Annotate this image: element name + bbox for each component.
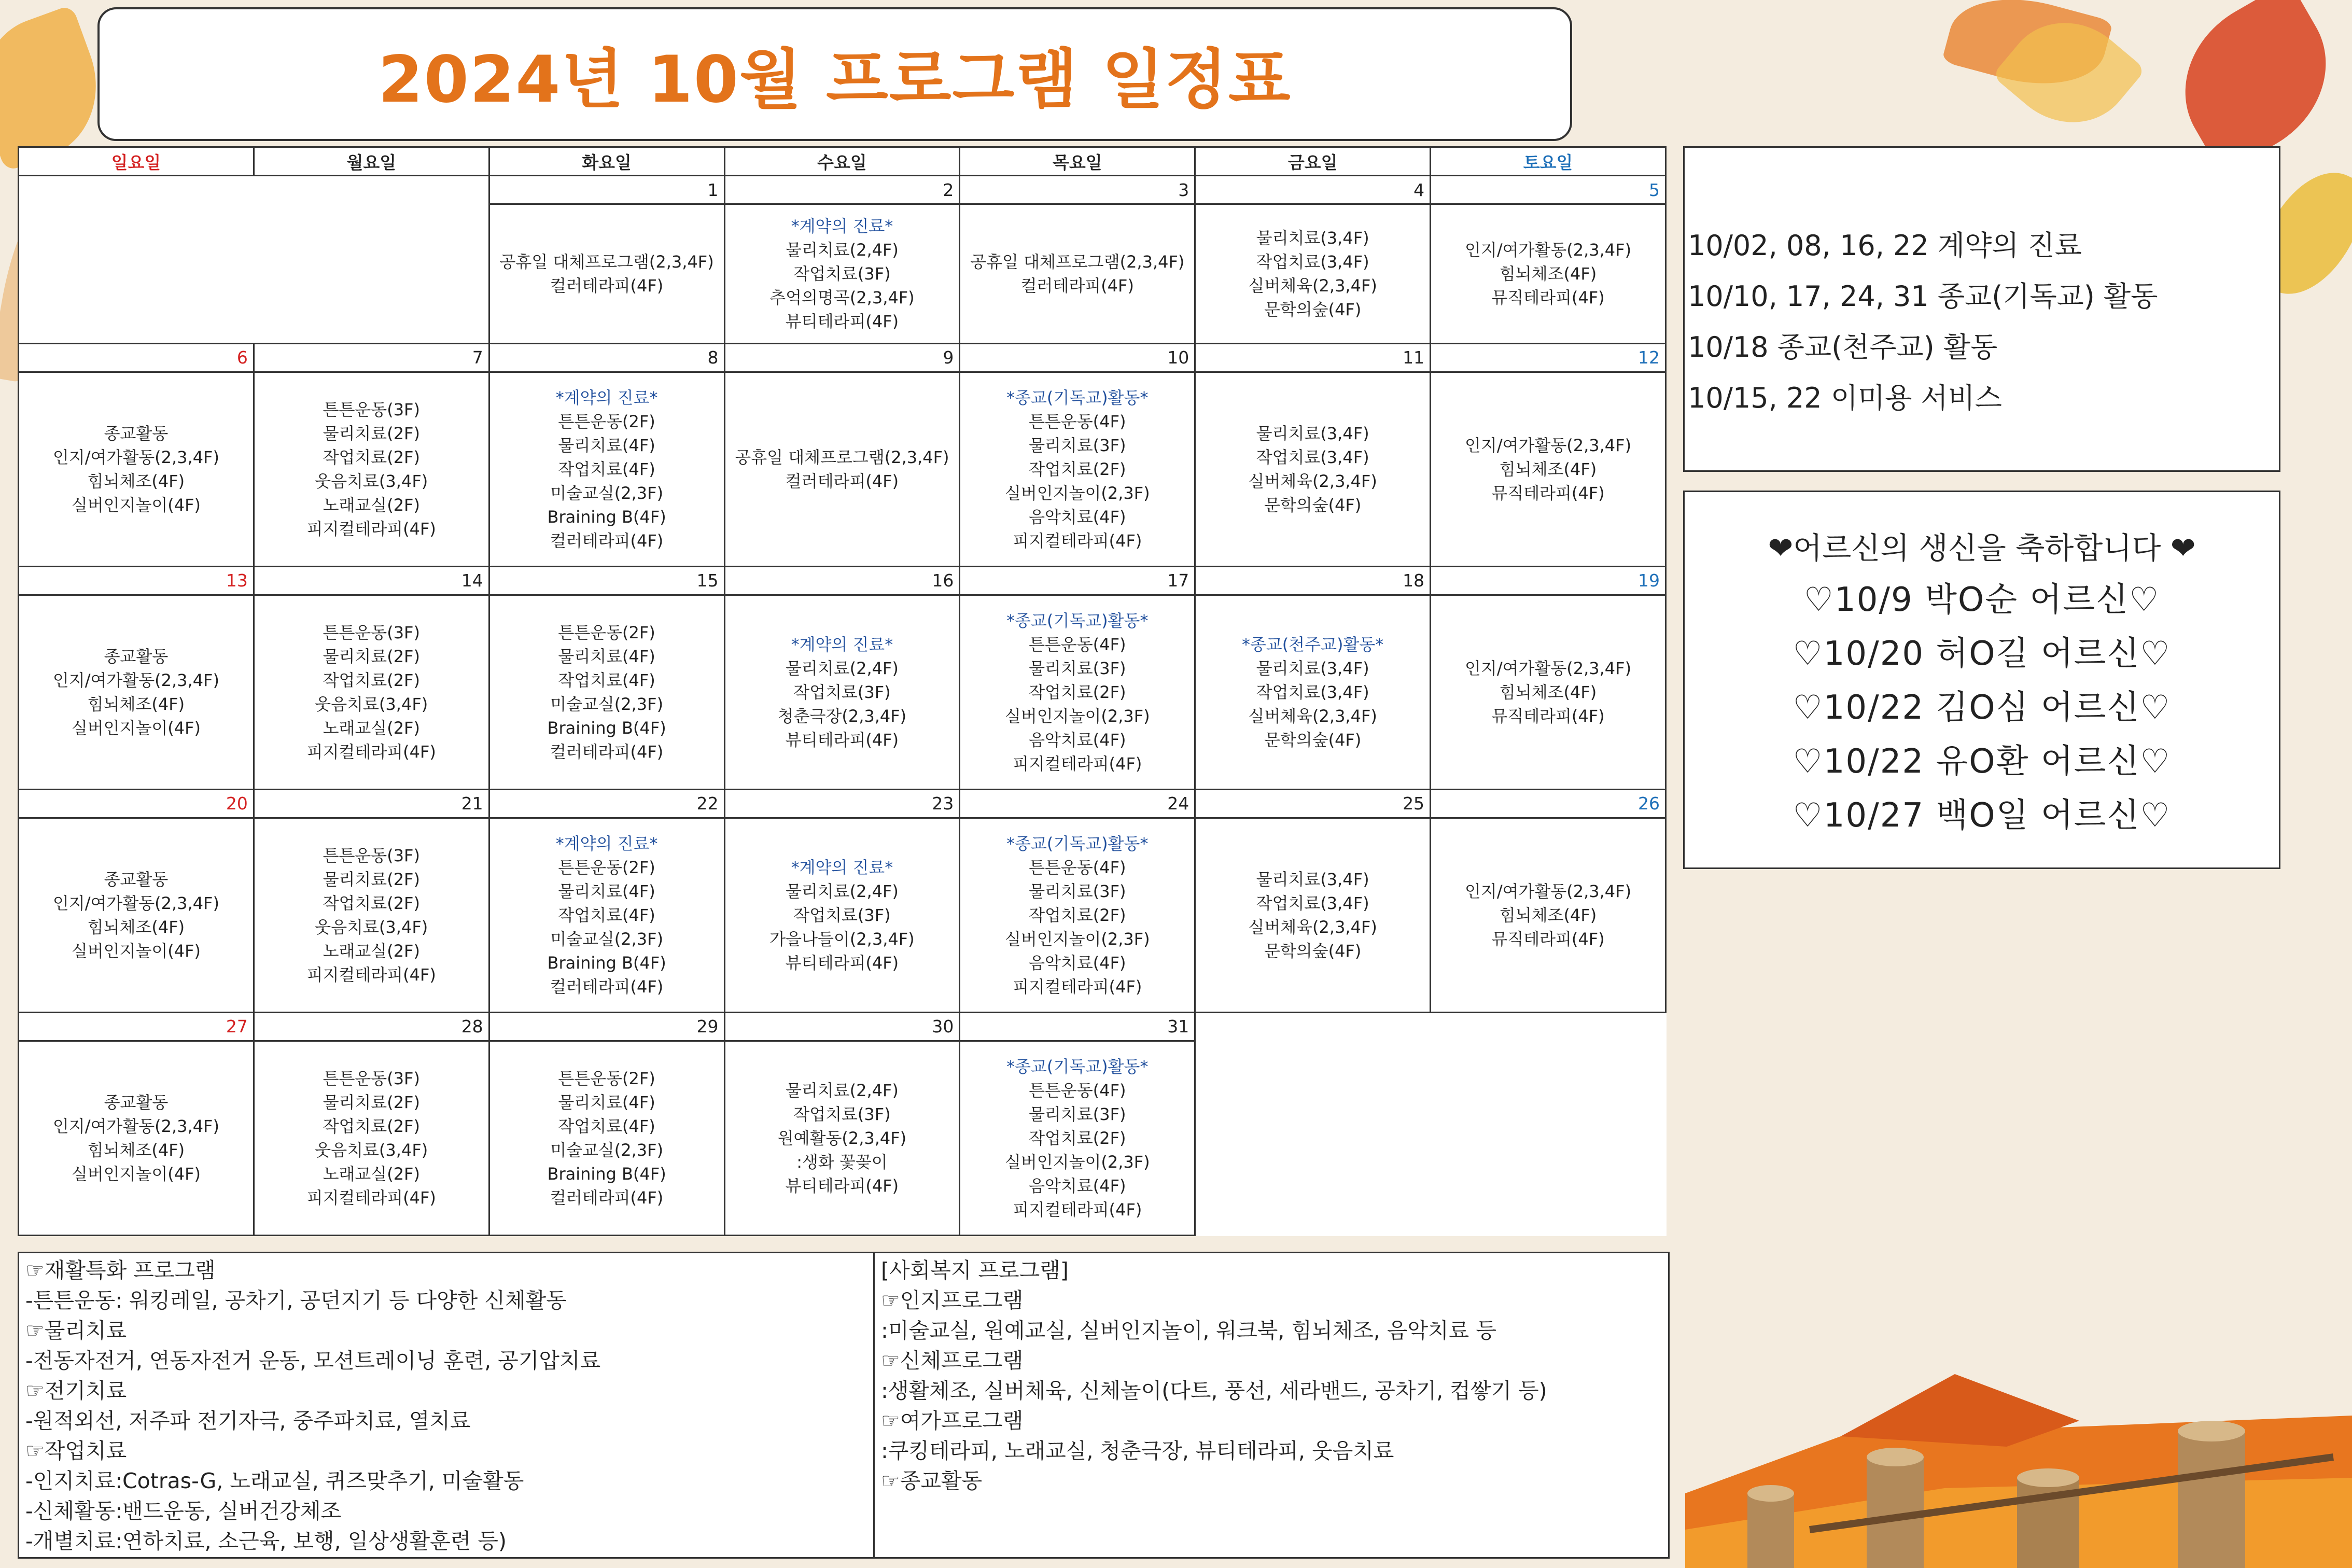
birthday-entry: ♡10/9 박O순 어르신♡ xyxy=(1803,581,2160,619)
birthday-entry: ♡10/22 김O심 어르신♡ xyxy=(1793,689,2171,727)
date-number: 27 xyxy=(19,1012,254,1041)
schedule-item: 물리치료(3,4F) xyxy=(1256,658,1369,678)
weekday-header: 금요일 xyxy=(1195,147,1431,176)
day-schedule-cell xyxy=(254,1041,489,1235)
social-program-line: ☞종교활동 xyxy=(881,1468,983,1493)
schedule-item: 튼튼운동(3F) xyxy=(323,622,420,642)
weekday-header: 화요일 xyxy=(489,147,724,176)
schedule-item: *종교(기독교)활동* xyxy=(1006,387,1149,408)
date-number: 24 xyxy=(960,789,1195,818)
rehab-program-list xyxy=(19,1253,875,1557)
day-schedule-cell xyxy=(724,818,960,1012)
schedule-item: 뷰티테라피(4F) xyxy=(785,953,899,973)
title-banner xyxy=(97,7,1572,141)
schedule-item: 원예활동(2,3,4F) xyxy=(777,1128,907,1148)
schedule-item: 물리치료(4F) xyxy=(558,1092,655,1112)
rehab-program-line: -인지치료:Cotras-G, 노래교실, 퀴즈맞추기, 미술활동 xyxy=(25,1468,524,1493)
schedule-item: 물리치료(4F) xyxy=(558,435,655,455)
rehab-program-line: -전동자전거, 연동자전거 운동, 모션트레이닝 훈련, 공기압치료 xyxy=(25,1348,601,1373)
schedule-item: 피지컬테라피(4F) xyxy=(1013,976,1142,997)
birthday-entry: ♡10/22 유O환 어르신♡ xyxy=(1793,743,2171,781)
schedule-item: 실버체육(2,3,4F) xyxy=(1248,917,1377,937)
schedule-item: 피지컬테라피(4F) xyxy=(1013,530,1142,551)
schedule-item: 작업치료(2F) xyxy=(1029,1128,1126,1148)
schedule-item: 물리치료(2F) xyxy=(323,423,420,443)
date-number: 21 xyxy=(254,789,489,818)
schedule-item: Braining B(4F) xyxy=(547,953,666,973)
day-schedule-cell xyxy=(724,1041,960,1235)
date-number: 5 xyxy=(1431,176,1666,204)
schedule-item: 작업치료(3F) xyxy=(793,1104,891,1124)
schedule-item: 튼튼운동(3F) xyxy=(323,1068,420,1088)
weekday-header: 월요일 xyxy=(254,147,489,176)
rehab-program-line: ☞전기치료 xyxy=(25,1378,127,1403)
day-schedule-cell xyxy=(19,595,254,789)
day-schedule-cell xyxy=(1431,372,1666,566)
notice-item: 10/15, 22 이미용 서비스 xyxy=(1688,382,2002,414)
schedule-item: 피지컬테라피(4F) xyxy=(306,964,436,985)
schedule-item: 피지컬테라피(4F) xyxy=(306,741,436,762)
weekday-header: 일요일 xyxy=(19,147,254,176)
day-schedule-cell xyxy=(724,204,960,344)
schedule-item: 물리치료(3,4F) xyxy=(1256,228,1369,248)
date-number: 17 xyxy=(960,566,1195,595)
schedule-item: 튼튼운동(4F) xyxy=(1029,634,1126,654)
schedule-item: 뷰티테라피(4F) xyxy=(785,1175,899,1196)
date-number: 29 xyxy=(489,1012,724,1041)
rehab-program-line: ☞물리치료 xyxy=(25,1318,127,1343)
rehab-program-line: -신체활동:밴드운동, 실버건강체조 xyxy=(25,1499,342,1523)
schedule-item: 미술교실(2,3F) xyxy=(550,929,664,949)
schedule-item: 작업치료(4F) xyxy=(558,905,655,925)
day-schedule-cell xyxy=(960,1041,1195,1235)
schedule-item: 추억의명곡(2,3,4F) xyxy=(769,287,915,307)
calendar-table xyxy=(18,146,1667,1236)
day-schedule-cell xyxy=(1431,818,1666,1012)
schedule-item: 공휴일 대체프로그램(2,3,4F) xyxy=(970,251,1185,272)
schedule-item: Braining B(4F) xyxy=(547,1164,666,1184)
schedule-item: 작업치료(3F) xyxy=(793,905,891,925)
rehab-program-line: -원적외선, 저주파 전기자극, 중주파치료, 열치료 xyxy=(25,1408,471,1433)
social-program-line: :생활체조, 실버체육, 신체놀이(다트, 풍선, 세라밴드, 공차기, 컵쌓기 등) xyxy=(881,1378,1547,1403)
schedule-item: 튼튼운동(3F) xyxy=(323,399,420,419)
social-program-list xyxy=(875,1253,1668,1557)
schedule-item: 실버인지놀이(2,3F) xyxy=(1004,706,1150,726)
schedule-item: 힘뇌체조(4F) xyxy=(1499,459,1597,479)
weekday-header: 토요일 xyxy=(1431,147,1666,176)
day-schedule-cell xyxy=(1195,818,1431,1012)
schedule-item: 피지컬테라피(4F) xyxy=(306,1187,436,1208)
notice-item: 10/10, 17, 24, 31 종교(기독교) 활동 xyxy=(1688,280,2158,313)
empty-day-cell xyxy=(1195,1012,1666,1235)
schedule-item: 뮤직테라피(4F) xyxy=(1491,706,1605,726)
date-number: 19 xyxy=(1431,566,1666,595)
schedule-item: 뷰티테라피(4F) xyxy=(785,311,899,331)
schedule-item: 인지/여가활동(2,3,4F) xyxy=(1465,658,1632,678)
schedule-item: 작업치료(2F) xyxy=(323,447,420,467)
day-schedule-cell xyxy=(1195,595,1431,789)
schedule-item: 작업치료(3,4F) xyxy=(1256,682,1369,702)
schedule-item: 물리치료(4F) xyxy=(558,646,655,666)
day-schedule-cell xyxy=(960,372,1195,566)
schedule-item: 작업치료(2F) xyxy=(1029,905,1126,925)
schedule-item: 실버체육(2,3,4F) xyxy=(1248,706,1377,726)
schedule-row xyxy=(19,372,1666,566)
schedule-item: 뮤직테라피(4F) xyxy=(1491,929,1605,949)
notice-item: 10/18 종교(천주교) 활동 xyxy=(1688,331,1998,363)
notice-box xyxy=(1683,146,2280,472)
schedule-item: 물리치료(2F) xyxy=(323,646,420,666)
schedule-item: 물리치료(2,4F) xyxy=(785,1080,899,1100)
day-schedule-cell xyxy=(19,372,254,566)
schedule-item: 음악치료(4F) xyxy=(1029,730,1126,750)
schedule-item: 실버인지놀이(4F) xyxy=(71,718,201,738)
schedule-item: 튼튼운동(4F) xyxy=(1029,1080,1126,1100)
notice-item: 10/02, 08, 16, 22 계약의 진료 xyxy=(1688,229,2082,262)
date-number: 31 xyxy=(960,1012,1195,1041)
birthday-box xyxy=(1683,491,2280,869)
date-number: 18 xyxy=(1195,566,1431,595)
schedule-item: 작업치료(2F) xyxy=(323,893,420,913)
day-schedule-cell xyxy=(960,818,1195,1012)
date-number-row xyxy=(19,343,1666,372)
schedule-item: 힘뇌체조(4F) xyxy=(87,694,185,714)
day-schedule-cell xyxy=(254,372,489,566)
schedule-item: 공휴일 대체프로그램(2,3,4F) xyxy=(735,447,949,467)
schedule-item: 종교활동 xyxy=(104,646,169,666)
schedule-item: *계약의 진료* xyxy=(555,833,658,853)
schedule-item: 실버체육(2,3,4F) xyxy=(1248,275,1377,296)
date-number: 11 xyxy=(1195,343,1431,372)
day-schedule-cell xyxy=(254,595,489,789)
date-number: 16 xyxy=(724,566,960,595)
schedule-item: 컬러테라피(4F) xyxy=(785,471,899,491)
schedule-item: 힘뇌체조(4F) xyxy=(87,917,185,937)
schedule-item: 물리치료(3F) xyxy=(1029,658,1126,678)
day-schedule-cell xyxy=(254,818,489,1012)
schedule-item: 컬러테라피(4F) xyxy=(1020,275,1134,296)
schedule-item: 음악치료(4F) xyxy=(1029,507,1126,527)
schedule-item: *종교(기독교)활동* xyxy=(1006,610,1149,631)
schedule-item: 물리치료(2F) xyxy=(323,869,420,889)
schedule-item: *계약의 진료* xyxy=(791,634,893,654)
weekday-header-row xyxy=(19,147,1666,176)
schedule-item: 컬러테라피(4F) xyxy=(550,741,664,762)
schedule-item: 물리치료(2,4F) xyxy=(785,658,899,678)
schedule-item: 미술교실(2,3F) xyxy=(550,483,664,503)
date-number: 15 xyxy=(489,566,724,595)
schedule-item: 미술교실(2,3F) xyxy=(550,694,664,714)
schedule-item: 물리치료(3,4F) xyxy=(1256,869,1369,889)
day-schedule-cell xyxy=(960,595,1195,789)
schedule-item: 인지/여가활동(2,3,4F) xyxy=(52,670,219,690)
date-number: 23 xyxy=(724,789,960,818)
date-number: 25 xyxy=(1195,789,1431,818)
date-number: 3 xyxy=(960,176,1195,204)
schedule-item: 작업치료(4F) xyxy=(558,459,655,479)
schedule-item: 튼튼운동(2F) xyxy=(558,857,655,877)
schedule-item: 종교활동 xyxy=(104,869,169,889)
date-number-row xyxy=(19,789,1666,818)
day-schedule-cell xyxy=(724,372,960,566)
schedule-item: 종교활동 xyxy=(104,1092,169,1112)
schedule-item: 피지컬테라피(4F) xyxy=(306,519,436,539)
schedule-item: 노래교실(2F) xyxy=(323,495,420,515)
date-number: 1 xyxy=(489,176,724,204)
schedule-item: 힘뇌체조(4F) xyxy=(87,471,185,491)
rehab-program-line: ☞재활특화 프로그램 xyxy=(25,1258,216,1283)
date-number: 26 xyxy=(1431,789,1666,818)
schedule-item: 컬러테라피(4F) xyxy=(550,530,664,551)
schedule-item: 힘뇌체조(4F) xyxy=(1499,905,1597,925)
day-schedule-cell xyxy=(1195,372,1431,566)
schedule-item: 실버체육(2,3,4F) xyxy=(1248,471,1377,491)
schedule-item: 인지/여가활동(2,3,4F) xyxy=(52,1116,219,1136)
schedule-item: 힘뇌체조(4F) xyxy=(1499,263,1597,284)
schedule-item: 튼튼운동(2F) xyxy=(558,411,655,431)
schedule-item: 가을나들이(2,3,4F) xyxy=(769,929,915,949)
schedule-item: 물리치료(3F) xyxy=(1029,881,1126,901)
schedule-item: 작업치료(4F) xyxy=(558,670,655,690)
date-number: 9 xyxy=(724,343,960,372)
day-schedule-cell xyxy=(19,1041,254,1235)
schedule-item: 노래교실(2F) xyxy=(323,718,420,738)
date-number-row xyxy=(19,1012,1666,1041)
schedule-item: 작업치료(3F) xyxy=(793,263,891,284)
weekday-header: 목요일 xyxy=(960,147,1195,176)
date-number: 22 xyxy=(489,789,724,818)
tree-stumps-illustration xyxy=(1685,1374,2352,1568)
schedule-item: 인지/여가활동(2,3,4F) xyxy=(1465,435,1632,455)
day-schedule-cell xyxy=(1431,595,1666,789)
schedule-item: 음악치료(4F) xyxy=(1029,953,1126,973)
schedule-item: 음악치료(4F) xyxy=(1029,1175,1126,1196)
schedule-item: Braining B(4F) xyxy=(547,507,666,527)
schedule-item: *계약의 진료* xyxy=(791,216,893,236)
rehab-program-line: -개별치료:연하치료, 소근육, 보행, 일상생활훈련 등) xyxy=(25,1529,507,1553)
schedule-item: 웃음치료(3,4F) xyxy=(315,471,428,491)
date-number: 4 xyxy=(1195,176,1431,204)
schedule-item: 컬러테라피(4F) xyxy=(550,275,664,296)
schedule-item: 물리치료(3F) xyxy=(1029,1104,1126,1124)
schedule-item: 실버인지놀이(2,3F) xyxy=(1004,929,1150,949)
date-number: 14 xyxy=(254,566,489,595)
day-schedule-cell xyxy=(19,818,254,1012)
schedule-item: 튼튼운동(4F) xyxy=(1029,857,1126,877)
weekday-header: 수요일 xyxy=(724,147,960,176)
birthday-entry: ♡10/27 백O일 어르신♡ xyxy=(1793,796,2171,835)
social-program-line: ☞신체프로그램 xyxy=(881,1348,1024,1373)
date-number: 20 xyxy=(19,789,254,818)
schedule-item: 노래교실(2F) xyxy=(323,941,420,961)
date-number: 10 xyxy=(960,343,1195,372)
schedule-item: 실버인지놀이(4F) xyxy=(71,495,201,515)
schedule-item: 실버인지놀이(2,3F) xyxy=(1004,483,1150,503)
schedule-item: 웃음치료(3,4F) xyxy=(315,1140,428,1160)
schedule-item: *계약의 진료* xyxy=(791,857,893,877)
schedule-item: 뮤직테라피(4F) xyxy=(1491,287,1605,307)
social-program-line: ☞여가프로그램 xyxy=(881,1408,1024,1433)
schedule-item: 인지/여가활동(2,3,4F) xyxy=(1465,240,1632,260)
schedule-item: :생화 꽃꽂이 xyxy=(796,1152,888,1172)
day-schedule-cell xyxy=(489,818,724,1012)
schedule-item: 물리치료(2,4F) xyxy=(785,240,899,260)
schedule-item: 뮤직테라피(4F) xyxy=(1491,483,1605,503)
schedule-item: 인지/여가활동(2,3,4F) xyxy=(52,893,219,913)
birthday-title: ❤어르신의 생신을 축하합니다 ❤ xyxy=(1768,530,2196,566)
schedule-item: 종교활동 xyxy=(104,423,169,443)
schedule-item: 문학의숲(4F) xyxy=(1264,299,1362,319)
date-number: 30 xyxy=(724,1012,960,1041)
schedule-item: 물리치료(4F) xyxy=(558,881,655,901)
date-number: 13 xyxy=(19,566,254,595)
schedule-item: 작업치료(3,4F) xyxy=(1256,447,1369,467)
schedule-row xyxy=(19,595,1666,789)
day-schedule-cell xyxy=(489,595,724,789)
rehab-program-line: ☞작업치료 xyxy=(25,1438,127,1463)
schedule-item: 미술교실(2,3F) xyxy=(550,1140,664,1160)
schedule-item: Braining B(4F) xyxy=(547,718,666,738)
schedule-item: *종교(기독교)활동* xyxy=(1006,833,1149,853)
schedule-item: 웃음치료(3,4F) xyxy=(315,917,428,937)
schedule-item: 컬러테라피(4F) xyxy=(550,1187,664,1208)
schedule-item: 힘뇌체조(4F) xyxy=(1499,682,1597,702)
schedule-item: 실버인지놀이(4F) xyxy=(71,1164,201,1184)
schedule-item: 작업치료(2F) xyxy=(323,1116,420,1136)
schedule-item: 물리치료(3F) xyxy=(1029,435,1126,455)
schedule-item: 실버인지놀이(4F) xyxy=(71,941,201,961)
date-number-row xyxy=(19,176,1666,204)
page-title: 2024년 10월 프로그램 일정표 xyxy=(378,43,1292,117)
social-program-line: ☞인지프로그램 xyxy=(881,1288,1024,1313)
schedule-item: 문학의숲(4F) xyxy=(1264,730,1362,750)
day-schedule-cell xyxy=(1195,204,1431,344)
schedule-item: 문학의숲(4F) xyxy=(1264,941,1362,961)
day-schedule-cell xyxy=(724,595,960,789)
social-program-line: [사회복지 프로그램] xyxy=(881,1258,1069,1283)
date-number: 2 xyxy=(724,176,960,204)
schedule-item: 작업치료(3,4F) xyxy=(1256,251,1369,272)
schedule-item: *종교(천주교)활동* xyxy=(1241,634,1384,654)
date-number: 12 xyxy=(1431,343,1666,372)
schedule-item: 힘뇌체조(4F) xyxy=(87,1140,185,1160)
schedule-item: 웃음치료(3,4F) xyxy=(315,694,428,714)
schedule-item: *종교(기독교)활동* xyxy=(1006,1056,1149,1076)
schedule-item: 실버인지놀이(2,3F) xyxy=(1004,1152,1150,1172)
schedule-item: 컬러테라피(4F) xyxy=(550,976,664,997)
date-number: 6 xyxy=(19,343,254,372)
day-schedule-cell xyxy=(489,204,724,344)
birthday-entry: ♡10/20 허O길 어르신♡ xyxy=(1793,635,2171,673)
schedule-item: 작업치료(2F) xyxy=(1029,459,1126,479)
date-number-row xyxy=(19,566,1666,595)
schedule-item: 튼튼운동(4F) xyxy=(1029,411,1126,431)
empty-day-cell xyxy=(19,176,489,344)
schedule-item: 작업치료(3,4F) xyxy=(1256,893,1369,913)
schedule-item: 문학의숲(4F) xyxy=(1264,495,1362,515)
schedule-item: 청춘극장(2,3,4F) xyxy=(777,706,907,726)
schedule-row xyxy=(19,818,1666,1012)
schedule-item: 튼튼운동(2F) xyxy=(558,622,655,642)
schedule-item: 물리치료(2,4F) xyxy=(785,881,899,901)
rehab-program-line: -튼튼운동: 워킹레일, 공차기, 공던지기 등 다양한 신체활동 xyxy=(25,1288,567,1313)
schedule-item: 튼튼운동(2F) xyxy=(558,1068,655,1088)
schedule-item: *계약의 진료* xyxy=(555,387,658,408)
day-schedule-cell xyxy=(489,372,724,566)
day-schedule-cell xyxy=(489,1041,724,1235)
schedule-item: 인지/여가활동(2,3,4F) xyxy=(52,447,219,467)
schedule-item: 인지/여가활동(2,3,4F) xyxy=(1465,881,1632,901)
schedule-item: 작업치료(3F) xyxy=(793,682,891,702)
day-schedule-cell xyxy=(960,204,1195,344)
schedule-item: 공휴일 대체프로그램(2,3,4F) xyxy=(499,251,714,272)
schedule-item: 뷰티테라피(4F) xyxy=(785,730,899,750)
schedule-item: 피지컬테라피(4F) xyxy=(1013,1199,1142,1220)
schedule-item: 피지컬테라피(4F) xyxy=(1013,753,1142,774)
social-program-line: :쿠킹테라피, 노래교실, 청춘극장, 뷰티테라피, 웃음치료 xyxy=(881,1438,1394,1463)
notice-list xyxy=(1685,220,2158,424)
date-number: 7 xyxy=(254,343,489,372)
schedule-item: 작업치료(2F) xyxy=(1029,682,1126,702)
schedule-item: 물리치료(3,4F) xyxy=(1256,423,1369,443)
day-schedule-cell xyxy=(1431,204,1666,344)
social-program-line: :미술교실, 원예교실, 실버인지놀이, 워크북, 힘뇌체조, 음악치료 등 xyxy=(881,1318,1496,1343)
program-description-box xyxy=(18,1252,1670,1559)
schedule-item: 물리치료(2F) xyxy=(323,1092,420,1112)
schedule-item: 작업치료(2F) xyxy=(323,670,420,690)
date-number: 28 xyxy=(254,1012,489,1041)
schedule-item: 작업치료(4F) xyxy=(558,1116,655,1136)
schedule-item: 튼튼운동(3F) xyxy=(323,845,420,865)
schedule-item: 노래교실(2F) xyxy=(323,1164,420,1184)
date-number: 8 xyxy=(489,343,724,372)
